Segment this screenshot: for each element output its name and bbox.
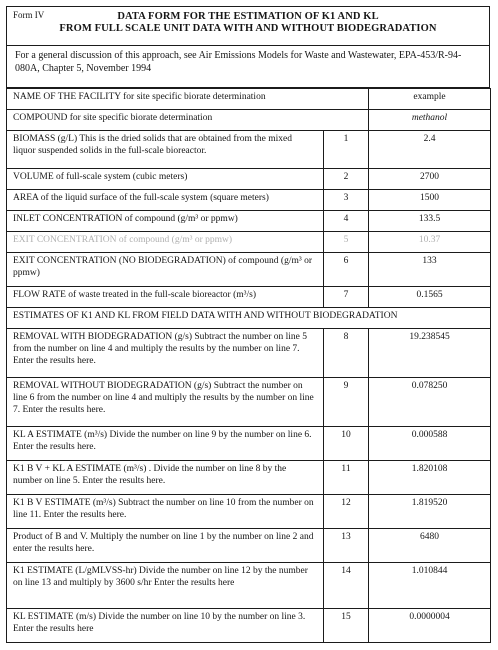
line-value: 0.0000004 [369, 609, 491, 643]
table-row [7, 211, 491, 232]
line-number: 12 [324, 495, 369, 529]
table-row [7, 253, 491, 287]
table-row [7, 287, 491, 308]
form-title-line1: DATA FORM FOR THE ESTIMATION OF K1 AND KL [117, 11, 379, 22]
line-number: 13 [324, 529, 369, 563]
line-number: 1 [324, 131, 369, 169]
line-number: 3 [324, 190, 369, 211]
table-row [7, 131, 491, 169]
table-row [7, 110, 491, 131]
line-value: 2700 [369, 169, 491, 190]
line-value: 0.1565 [369, 287, 491, 308]
line-number: 5 [324, 232, 369, 253]
table-row [7, 529, 491, 563]
line-value: 0.078250 [369, 378, 491, 427]
table-row [7, 495, 491, 529]
line-value: 133 [369, 253, 491, 287]
data-form-table [6, 88, 491, 643]
line-label: K1 B V ESTIMATE (m³/s) Subtract the number on line 10 from the number on line 11. Enter the results here. [7, 495, 324, 529]
table-row [7, 308, 491, 329]
table-row [7, 609, 491, 643]
table-row [7, 427, 491, 461]
line-number: 15 [324, 609, 369, 643]
form-title-line2: FROM FULL SCALE UNIT DATA WITH AND WITHOUT BIODEGRADATION [59, 23, 437, 34]
line-label: INLET CONCENTRATION of compound (g/m³ or ppmw) [7, 211, 324, 232]
table-row [7, 461, 491, 495]
compound-label: COMPOUND for site specific biorate determination [7, 110, 369, 131]
line-value: 0.000588 [369, 427, 491, 461]
line-label: K1 ESTIMATE (L/gMLVSS-hr) Divide the number on line 12 by the number on line 13 and multiply by 3600 s/hr Enter the results here [7, 563, 324, 609]
line-label: REMOVAL WITH BIODEGRADATION (g/s) Subtract the number on line 5 from the number on line 4 and multiply the results by the number on line 7. Enter the results here. [7, 329, 324, 378]
line-number: 6 [324, 253, 369, 287]
line-value: 1500 [369, 190, 491, 211]
line-label: EXIT CONCENTRATION of compound (g/m³ or ppmw) [7, 232, 324, 253]
line-value: 1.820108 [369, 461, 491, 495]
line-label: KL ESTIMATE (m/s) Divide the number on line 10 by the number on line 3. Enter the results here [7, 609, 324, 643]
line-number: 11 [324, 461, 369, 495]
line-label: VOLUME of full-scale system (cubic meters) [7, 169, 324, 190]
line-number: 8 [324, 329, 369, 378]
line-number: 2 [324, 169, 369, 190]
table-row [7, 232, 491, 253]
line-number: 7 [324, 287, 369, 308]
table-row [7, 329, 491, 378]
line-value: 1.010844 [369, 563, 491, 609]
line-label: EXIT CONCENTRATION (NO BIODEGRADATION) of compound (g/m³ or ppmw) [7, 253, 324, 287]
line-label: FLOW RATE of waste treated in the full-scale bioreactor (m³/s) [7, 287, 324, 308]
facility-value: example [369, 89, 491, 110]
line-label: BIOMASS (g/L) This is the dried solids that are obtained from the mixed liquor suspended solids in the full-scale bioreactor. [7, 131, 324, 169]
table-row [7, 89, 491, 110]
table-row [7, 169, 491, 190]
form-page [6, 6, 490, 642]
line-value: 19.238545 [369, 329, 491, 378]
estimates-section-header: ESTIMATES OF K1 AND KL FROM FIELD DATA WITH AND WITHOUT BIODEGRADATION [7, 308, 491, 329]
line-value: 2.4 [369, 131, 491, 169]
line-value: 1.819520 [369, 495, 491, 529]
table-row [7, 378, 491, 427]
form-header [6, 6, 490, 46]
intro-text: For a general discussion of this approach, see Air Emissions Models for Waste and Wastewater, EPA-453/R-94-080A, Chapter 5, November 1994 [6, 46, 490, 88]
form-id: Form IV [13, 10, 45, 20]
facility-label: NAME OF THE FACILITY for site specific biorate determination [7, 89, 369, 110]
line-value: 10.37 [369, 232, 491, 253]
table-row [7, 563, 491, 609]
line-number: 9 [324, 378, 369, 427]
line-number: 4 [324, 211, 369, 232]
line-number: 14 [324, 563, 369, 609]
line-label: KL A ESTIMATE (m³/s) Divide the number on line 9 by the number on line 6. Enter the results here. [7, 427, 324, 461]
line-label: Product of B and V. Multiply the number on line 1 by the number on line 2 and enter the results here. [7, 529, 324, 563]
compound-value: methanol [369, 110, 491, 131]
line-number: 10 [324, 427, 369, 461]
table-row [7, 190, 491, 211]
line-label: REMOVAL WITHOUT BIODEGRADATION (g/s) Subtract the number on line 6 from the number on line 4 and multiply the results by the number on line 7. Enter the results here. [7, 378, 324, 427]
line-value: 6480 [369, 529, 491, 563]
line-label: K1 B V + KL A ESTIMATE (m³/s) . Divide the number on line 8 by the number on line 5. Enter the results here. [7, 461, 324, 495]
line-value: 133.5 [369, 211, 491, 232]
line-label: AREA of the liquid surface of the full-scale system (square meters) [7, 190, 324, 211]
